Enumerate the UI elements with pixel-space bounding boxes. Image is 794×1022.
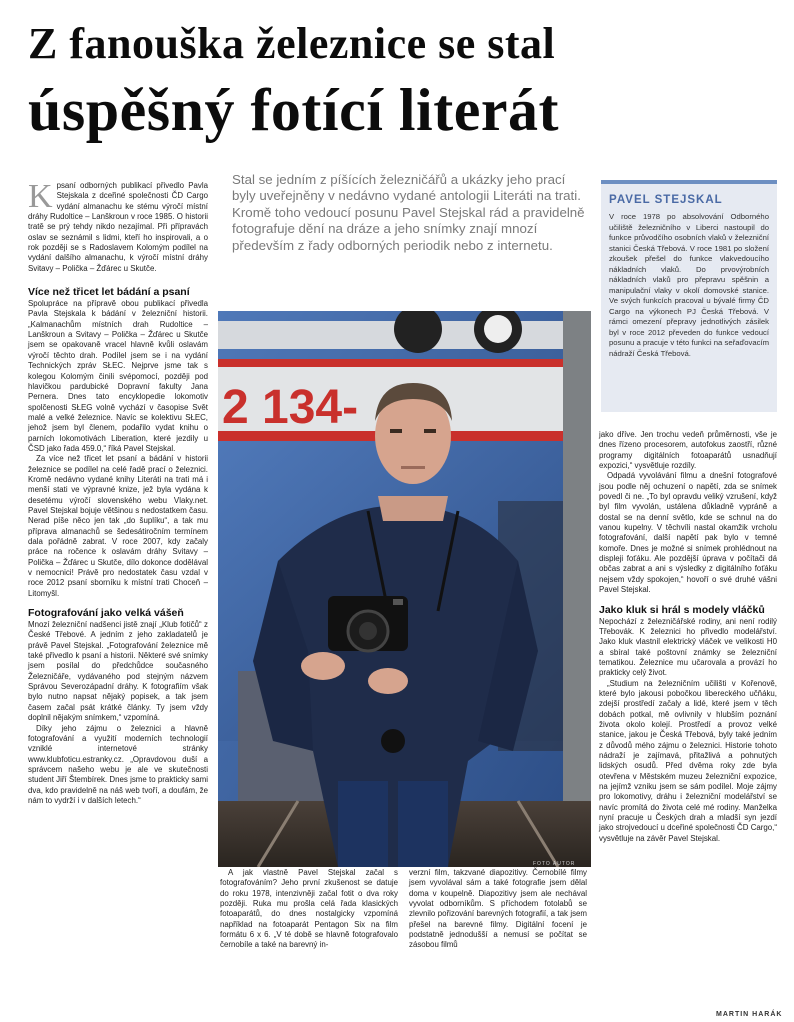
profile-name: PAVEL STEJSKAL [609,194,723,206]
column-3 [409,868,587,951]
profile-box [601,180,777,412]
locomotive-number: 2 134- [222,381,359,434]
paragraph: Za více než třicet let psaní a bádání v historii železnice se podílel na celé řadě prací o železnici. Kromě nedávno vydané knihy Literáti na trati má i menší stati ve výpravné knize, jež byla vydána k desetému výročí slovenského webu Vlaky.net. Pavel Stejskal bojuje většinou s nedostatkem času. Nerad píše něco jen tak „do šuplíku“, a tak mu příprava almanachů se šedesátiročním termínem dala pořádně zabrat. V roce 2007, kdy začaly práce na ročence k oslavám dráhy Svitavy – Polička – Žďárec u Skutče, dílo dokonce dodělával v nemocnici! Právě pro nedostatek času vzdal v roce 2012 psaní sborníku k místní trati Choceň – Litomyšl. [28,454,208,598]
column-4 [599,430,777,844]
column-2 [220,868,398,951]
paragraph: „Studium na železničním učilišti v Kořenově, které bylo jakousi pobočkou libereckého učňáku, zdejší prostředí začaly a lidé, které jsem v těch dobách potkal, mě ovlivnily v hlubším poznání života okolo kolejí. Prostředí a provoz velké stanice, jakou je Česká Třebová, byly také jedním z důvodů mého zájmu o železnici. Historie tohoto nádraží je zajímavá, přitažlivá a pohnutých lidských osudů. Před dvěma roky zde byla otevřena v Městském muzeu železniční expozice, na jejímž vzniku jsem se sám podílel. Moje zájmy pro lokomotivy, dráhu i železniční modelářství se navíc promítá do života celé mé rodiny. Manželka nyní pracuje u Českých drah a mladší syn jezdí jako strojvedoucí u dceřiné společnosti ČD Cargo,“ vysvětluje na závěr Pavel Stejskal. [599,678,777,843]
author-byline: MARTIN HARÁK [716,1011,783,1018]
paragraph: Odpadá vyvolávání filmu a dnešní fotografové jsou podle něj ochuzení o napětí, zda se snímek povedl či ne. „To byl opravdu veliký vzrušení, když byl film vyvolán, ustálena důkladně vypráně a dostal se na denní světlo, kde se schnul na do vanou kupelny. V těchvíli nastal okamžik vrcholu fotografování, další napětí pak bylo v temné komoře. Dnes je možné si snímek prohlédnout na displeji foťáku. Ale pozdější úprava v počítači dá občas zabrat a ani s výsledky z digitálního foťáku nejsem vždy spokojen,“ hovoří o své druhé vášni Pavel Stejskal. [599,471,777,595]
dropcap: K [28,178,53,215]
paragraph: Díky jeho zájmu o železnici a hlavně fotografování a využití moderních technologií vzniklé internetové stránky www.klubfoticu.estranky.cz. „Opravdovou duší a správcem našeho webu je ale ve skutečnosti student Jiří Štembírek. Dnes jsme to prakticky sami dva, kdo pravidelně na náš web tvoří, a doufám, že nám to vydrží i v dalších letech.“ [28,723,208,805]
subhead-childhood: Jako kluk si hrál s modely vláčků [599,603,765,616]
lead-paragraph: Stal se jedním z píšících železničářů a ukázky jeho prací byly uveřejněny v nedávno vydané antologii Literáti na trati. Kromě toho vedoucí posunu Pavel Stejskal rád a pravidelně fotografuje dění na dráze a jeho snímky znají mnozí především z řady odborných periodik nebo z internetu. [232,172,585,253]
paragraph: A jak vlastně Pavel Stejskal začal s fotografováním? Jeho první zkušenost se datuje do roku 1978, intenzivněji začal fotit o dva roky později. Ruka mu prošla celá řada klasických fotoaparátů, do dnes nostalgicky vzpomíná například na fotoaparát Pentagon Six na film formátu 6 x 6. „V té době se hlavně fotografovalo černobíle a také na barevný in- [220,868,398,950]
paragraph: jako dříve. Jen trochu vedeň průměrnosti, vše je dnes řízeno procesorem, autofokus zaostří, různé programy digitálních fotoaparátů usnadňují expozici,“ vysvětluje rozdíly. [599,430,777,471]
paragraph: Nepochází z železničářské rodiny, ani není rodilý Třebovák. K železnici ho přivedlo modelářství. Jako kluk vlastnil elektrický vláček ve velikosti H0 a sbíral také poštovní známky se železniční tematikou. Železnice mu učarovala a provází ho prakticky celý život. [599,616,777,678]
subhead-photography: Fotografování jako velká vášeň [28,607,184,620]
paragraph: Mnozí železniční nadšenci jistě znají „Klub fotičů“ z České Třebové. A jedním z jeho zakladatelů je právě Pavel Stejskal. „Fotografování železnice mě také přivedlo k psaní a historii. Některé své snímky jsem posílal do předchůdce současného Železničáře, vydávaného pod stejným názvem Správou Severozápadní dráhy. K fotografiím však bylo nutno napsat nějaký popisek, a tak jsem časem začal psát krátké články. Ty jsem vždy doplnil nějakým snímkem,“ vzpomíná. [28,620,208,723]
portrait-photo [218,311,591,867]
profile-box-accent [601,180,777,184]
subhead-research: Více než třicet let bádání a psaní [28,286,190,299]
headline-line-1: Z fanouška železnice se stal [28,19,556,68]
paragraph: verzní film, takzvané diapozitivy. Černobílé filmy jsem vyvolával sám a také fotografie jsem dělal doma v koupelně. Diapozitivy jsem ale nechával vyvolat odborníkům. S příchodem fotolabů se zlevnilo pořizování barevných fotografií, a tak jsem přešel na barevné filmy. Digitální focení je podstatně jednodušší a nemusí se počítat se zásobou filmů [409,868,587,950]
profile-text: V roce 1978 po absolvování Odborného učiliště železničního v Liberci nastoupil do funkce průvodčího osobních vlaků v železniční stanici Česká Třebová. V roce 1981 po složení zkoušek přešel do funkce vlakvedoucího nákladních vlaků. Do prvovýrobních nákladních vlaků pro přepravu spěšnin a manipulační vlaky v okolí domovské stanice. Ve svých funkcích pracoval u bývalé firmy ČD Cargo na výkonech PJ Česká Třebová. V rámci omezení přepravy jednotlivých zásilek byl v roce 2012 převeden do funkce vedoucí posunu a pracuje v této funkci na seřaďovacím nádraží Česká Třebová. [609,212,769,358]
photo-credit: FOTO AUTOR [533,861,576,867]
column-1 [28,178,208,806]
intro-paragraph: Kpsaní odborných publikací přivedlo Pavla Stejskala z dceřiné společnosti ČD Cargo vydání almanachu ke stému výročí místní dráhy Rudoltice – Lanškroun v roce 1985. O historii tratě se prý tehdy nikdo nezajímal. Při přípravách oslav se seznámil s lidmi, kteří ho inspirovali, a o rok později se s Radoslavem Kolomým podílel na vydání dalšího almanachu, k výročí místní dráhy Svitavy – Polička – Žďárec u Skutče. [28,178,208,273]
photo-illustration [218,311,591,867]
headline-line-2: úspěšný fotící literát [28,77,559,143]
paragraph: Spolupráce na přípravě obou publikací přivedla Pavla Stejskala k bádání v železniční historii. „Kalmanachům místních drah Rudoltice – Lanškroun a Svitavy – Polička – Žďárec u Skutče jsem se opakovaně vracel hlavně kvůli oslavám výročí těchto drah. Podílel jsem se i na vydání Technických zpráv SŁEC. Nejprve jsme tak s kolegou Kolomým činili svépomocí, později pod hlavičkou pardubické Dopravní fakulty Jana Pernera. Dnes tato encyklopedie lokomotiv spolčenosti SŁEG volně vychází v časopise Svět malé a velké železnice. Navíc se kolektivu SŁEC, jehož jsem byl členem, podařilo vydat knihu o parních lokomotivách Liberation, které jezdily u ČSD jako řada 459.0,“ říká Pavel Stejskal. [28,299,208,453]
